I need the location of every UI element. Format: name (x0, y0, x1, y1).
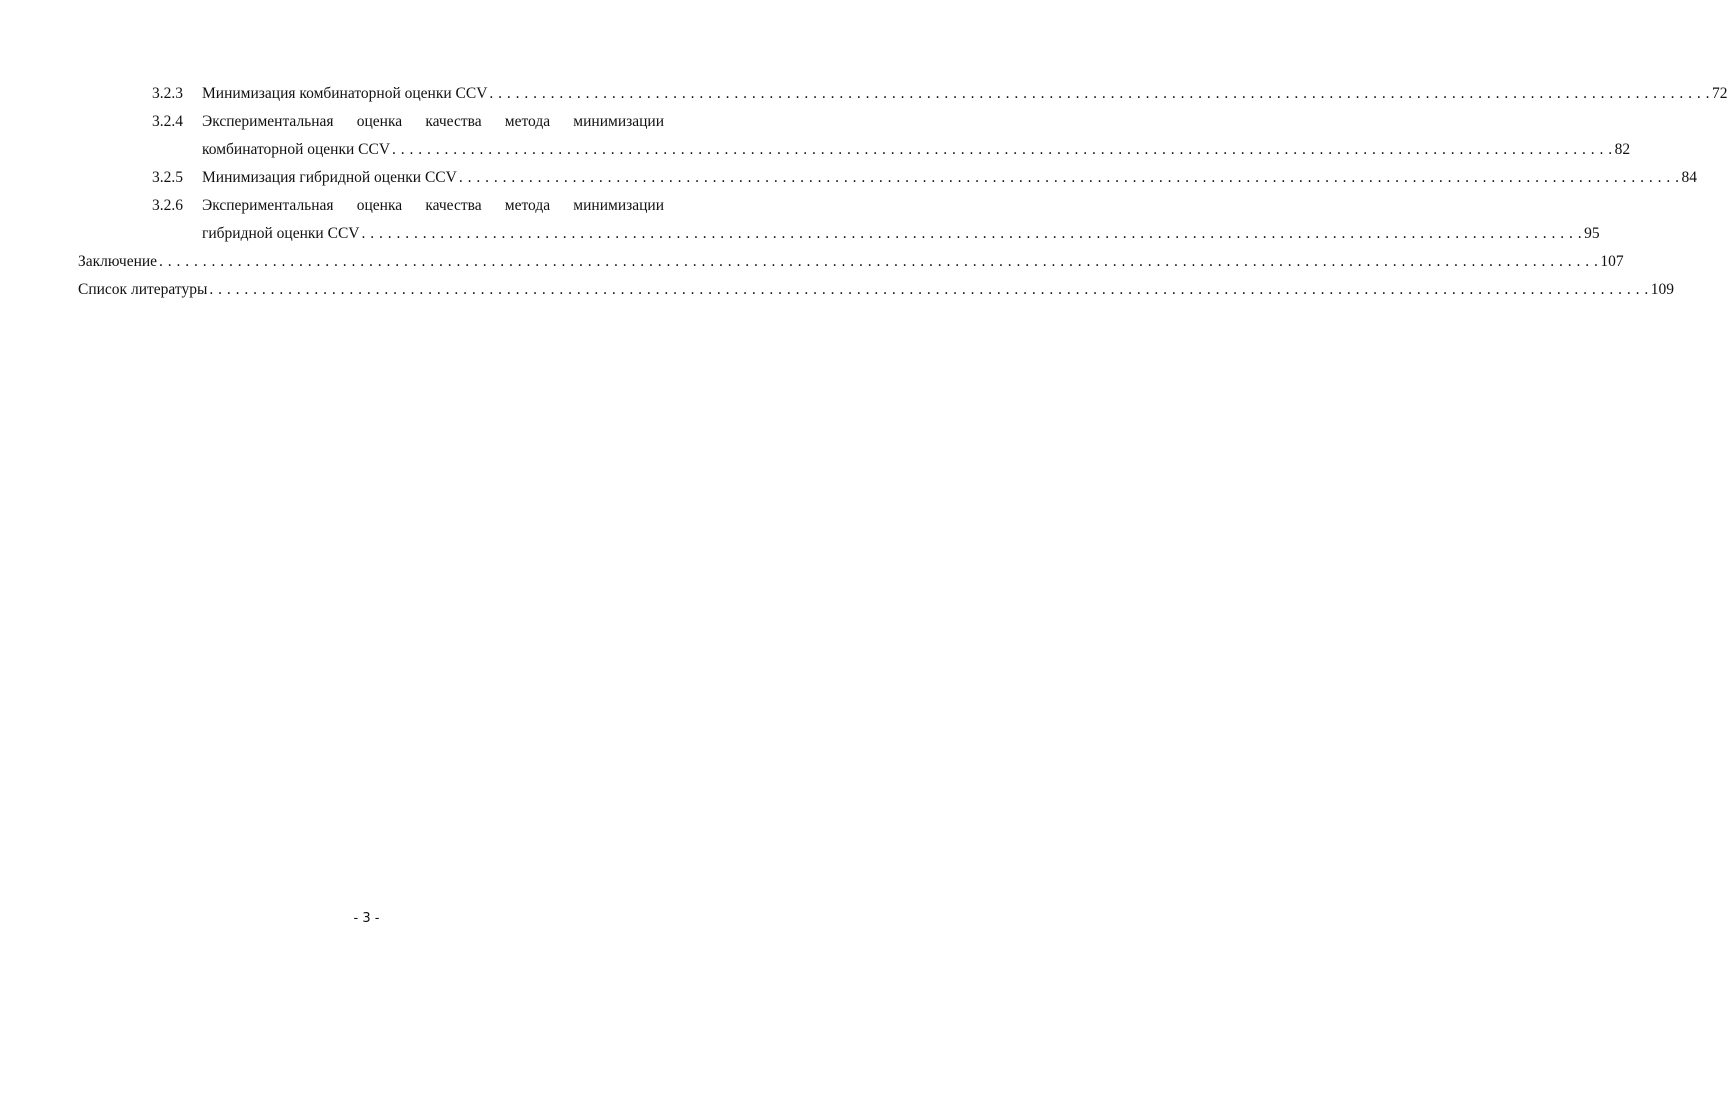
toc-entry-page: 109 (1650, 281, 1674, 298)
toc-entry-number: 3.2.3 (152, 85, 183, 102)
toc-entry-title: Заключение (78, 253, 158, 270)
toc-entry-number: 3.2.5 (152, 169, 183, 186)
toc-entry-3-2-4[interactable] (78, 108, 664, 136)
dot-leader: . . . . . . . . . . . . . . . . . . . . . . . . . . . . . . . . . . . . . . . . . . . . . . . . . . . . . . . . . . . . . . . . . . . . . . . . . . . . . . . . . . . . . . . . . . . . . . . . . . . . . . . . . . . . . . . . . . . . . . . . . . . . . . . . . . . . . . . . . . . . (458, 169, 1680, 186)
dot-leader: . . . . . . . . . . . . . . . . . . . . . . . . . . . . . . . . . . . . . . . . . . . . . . . . . . . . . . . . . . . . . . . . . . . . . . . . . . . . . . . . . . . . . . . . . . . . . . . . . . . . . . . . . . . . . . . . . . . . . . . . . . . . . . . . . . . . . . . . . . . . (392, 141, 1613, 158)
toc-entry-number: 3.2.4 (152, 113, 183, 130)
table-of-contents (78, 80, 1728, 304)
dot-leader: . . . . . . . . . . . . . . . . . . . . . . . . . . . . . . . . . . . . . . . . . . . . . . . . . . . . . . . . . . . . . . . . . . . . . . . . . . . . . . . . . . . . . . . . . . . . . . . . . . . . . . . . . . . . . . . . . . . . . . . . . . . . . . . . . . . . . . . . . . . . (361, 225, 1583, 242)
toc-entry-page: 72 (1712, 85, 1728, 102)
dot-leader: . . . . . . . . . . . . . . . . . . . . . . . . . . . . . . . . . . . . . . . . . . . . . . . . . . . . . . . . . . . . . . . . . . . . . . . . . . . . . . . . . . . . . . . . . . . . . . . . . . . . . . . . . . . . . . . . . . . . . . . . . . . . . . . . . . . . . . . . . . . . . . . . . . . . . . . . . . . . . . . . . . . . . (209, 281, 1649, 298)
toc-entry-3-2-3[interactable] (78, 80, 1728, 108)
toc-entry-title-line1: Экспериментальная оценка качества метода минимизации (202, 197, 664, 214)
toc-entry-title: комбинаторной оценки CCV (202, 141, 391, 158)
dot-leader: . . . . . . . . . . . . . . . . . . . . . . . . . . . . . . . . . . . . . . . . . . . . . . . . . . . . . . . . . . . . . . . . . . . . . . . . . . . . . . . . . . . . . . . . . . . . . . . . . . . . . . . . . . . . . . . . . . . . . . . . . . . . . . . . . . . . . . . . . . . . (489, 85, 1711, 102)
toc-entry-conclusion[interactable] (78, 248, 1624, 276)
toc-entry-title: гибридной оценки CCV (202, 225, 360, 242)
toc-entry-page: 82 (1614, 141, 1631, 158)
toc-entry-3-2-6[interactable] (78, 192, 664, 220)
toc-entry-bibliography[interactable] (78, 276, 1674, 304)
toc-entry-page: 84 (1681, 169, 1697, 186)
toc-entry-3-2-4-continued[interactable] (78, 136, 1631, 164)
toc-entry-3-2-5[interactable] (78, 164, 1697, 192)
toc-entry-page: 95 (1584, 225, 1600, 242)
toc-entry-title: Список литературы (78, 281, 208, 298)
toc-entry-title: Минимизация гибридной оценки CCV (202, 169, 457, 186)
toc-entry-number: 3.2.6 (152, 197, 183, 214)
page-number: - 3 - (353, 911, 380, 926)
toc-entry-page: 107 (1600, 253, 1624, 270)
toc-entry-title-line1: Экспериментальная оценка качества метода минимизации (202, 113, 664, 130)
toc-entry-3-2-6-continued[interactable] (78, 220, 1600, 248)
toc-entry-title: Минимизация комбинаторной оценки CCV (202, 85, 488, 102)
dot-leader: . . . . . . . . . . . . . . . . . . . . . . . . . . . . . . . . . . . . . . . . . . . . . . . . . . . . . . . . . . . . . . . . . . . . . . . . . . . . . . . . . . . . . . . . . . . . . . . . . . . . . . . . . . . . . . . . . . . . . . . . . . . . . . . . . . . . . . . . . . . . . . . . . . . . . . . . . . . . . . . . . . . . . (159, 253, 1599, 270)
